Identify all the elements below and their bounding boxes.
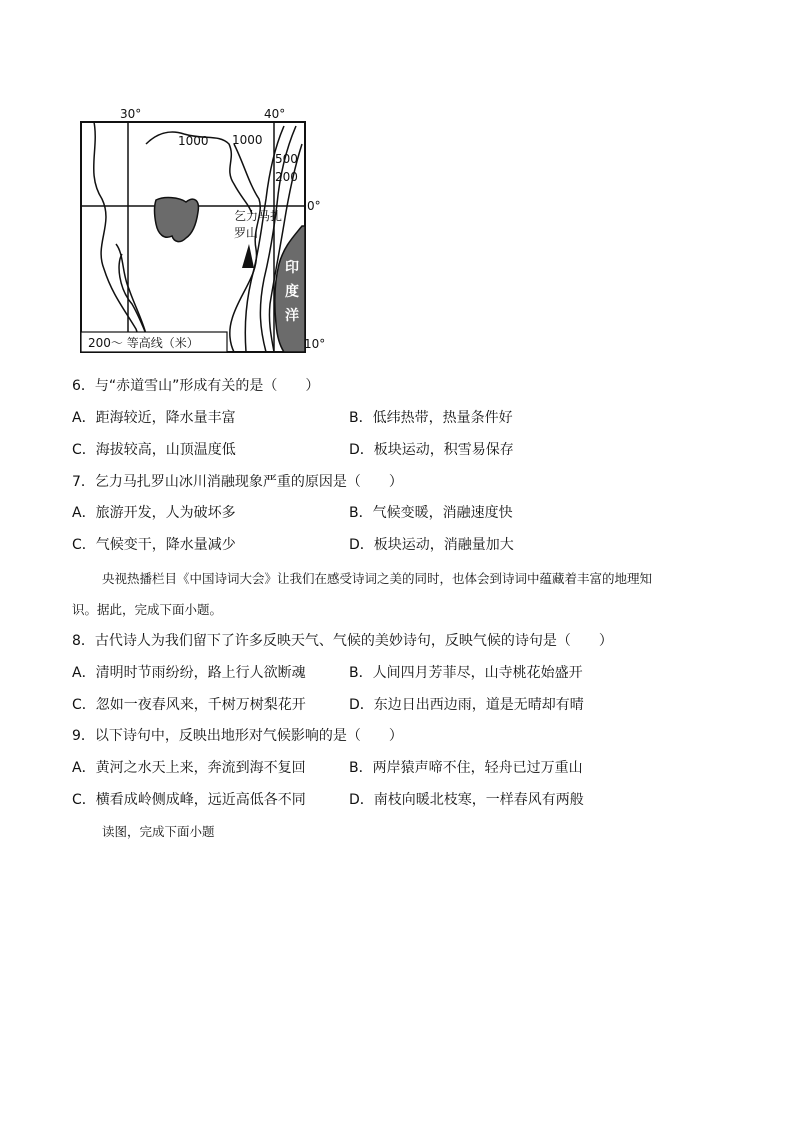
mountain-label: 乞力马扎 [234,209,283,223]
question-7-option-a[interactable]: A．旅游开发，人为破坏多 [72,505,236,521]
mountain-peak-icon [242,244,254,268]
question-8-option-b[interactable]: B．人间四月芳菲尽，山寺桃花始盛开 [349,665,583,681]
lon-label-40: 40° [264,107,286,121]
mountain-label: 罗山 [234,226,259,240]
question-8-stem: 8．古代诗人为我们留下了许多反映天气、气候的美妙诗句，反映气候的诗句是（ ） [72,633,613,649]
map-frame [81,122,305,352]
read-figure-prompt: 读图，完成下面小题 [102,824,215,839]
contour-label: 1000 [232,133,263,147]
question-7-stem: 7．乞力马扎罗山冰川消融现象严重的原因是（ ） [72,474,403,490]
ocean-label: 度 [285,284,299,300]
intro-paragraph-line2: 识。据此，完成下面小题。 [72,602,223,617]
question-7-option-c[interactable]: C．气候变干，降水量减少 [72,537,236,553]
question-7-option-d[interactable]: D．板块运动，消融量加大 [349,537,514,553]
lat-label-10: 10° [304,337,326,351]
question-6-stem: 6．与“赤道雪山”形成有关的是（ ） [72,378,320,394]
question-9-option-a[interactable]: A．黄河之水天上来，奔流到海不复回 [72,760,306,776]
ocean-label: 洋 [285,308,299,324]
question-9-stem: 9．以下诗句中，反映出地形对气候影响的是（ ） [72,728,403,744]
ocean-label: 印 [285,260,299,276]
contour-label: 200 [275,170,298,184]
topographic-map [74,104,334,356]
question-8-option-a[interactable]: A．清明时节雨纷纷，路上行人欲断魂 [72,665,306,681]
question-6-option-b[interactable]: B．低纬热带，热量条件好 [349,410,513,426]
question-8-option-c[interactable]: C．忽如一夜春风来，千树万树梨花开 [72,697,306,713]
contour-label: 1000 [178,134,209,148]
question-6-option-d[interactable]: D．板块运动，积雪易保存 [349,442,514,458]
intro-paragraph-line1: 央视热播栏目《中国诗词大会》让我们在感受诗词之美的同时，也体会到诗词中蕴藏着丰富的地理知 [102,571,653,586]
question-6-option-c[interactable]: C．海拔较高，山顶温度低 [72,442,236,458]
contour-line [94,122,144,352]
question-7-option-b[interactable]: B．气候变暖，消融速度快 [349,505,513,521]
lake-shape [155,198,199,242]
question-9-option-c[interactable]: C．横看成岭侧成峰，远近高低各不同 [72,792,306,808]
question-8-option-d[interactable]: D．东边日出西边雨，道是无晴却有晴 [349,697,584,713]
question-9-option-d[interactable]: D．南枝向暖北枝寒，一样春风有两般 [349,792,584,808]
question-6-option-a[interactable]: A．距海较近，降水量丰富 [72,410,236,426]
contour-label: 500 [275,152,298,166]
legend-text: 200～ 等高线（米） [88,336,199,350]
lat-label-0: 0° [307,199,321,213]
question-9-option-b[interactable]: B．两岸猿声啼不住，轻舟已过万重山 [349,760,583,776]
lon-label-30: 30° [120,107,142,121]
